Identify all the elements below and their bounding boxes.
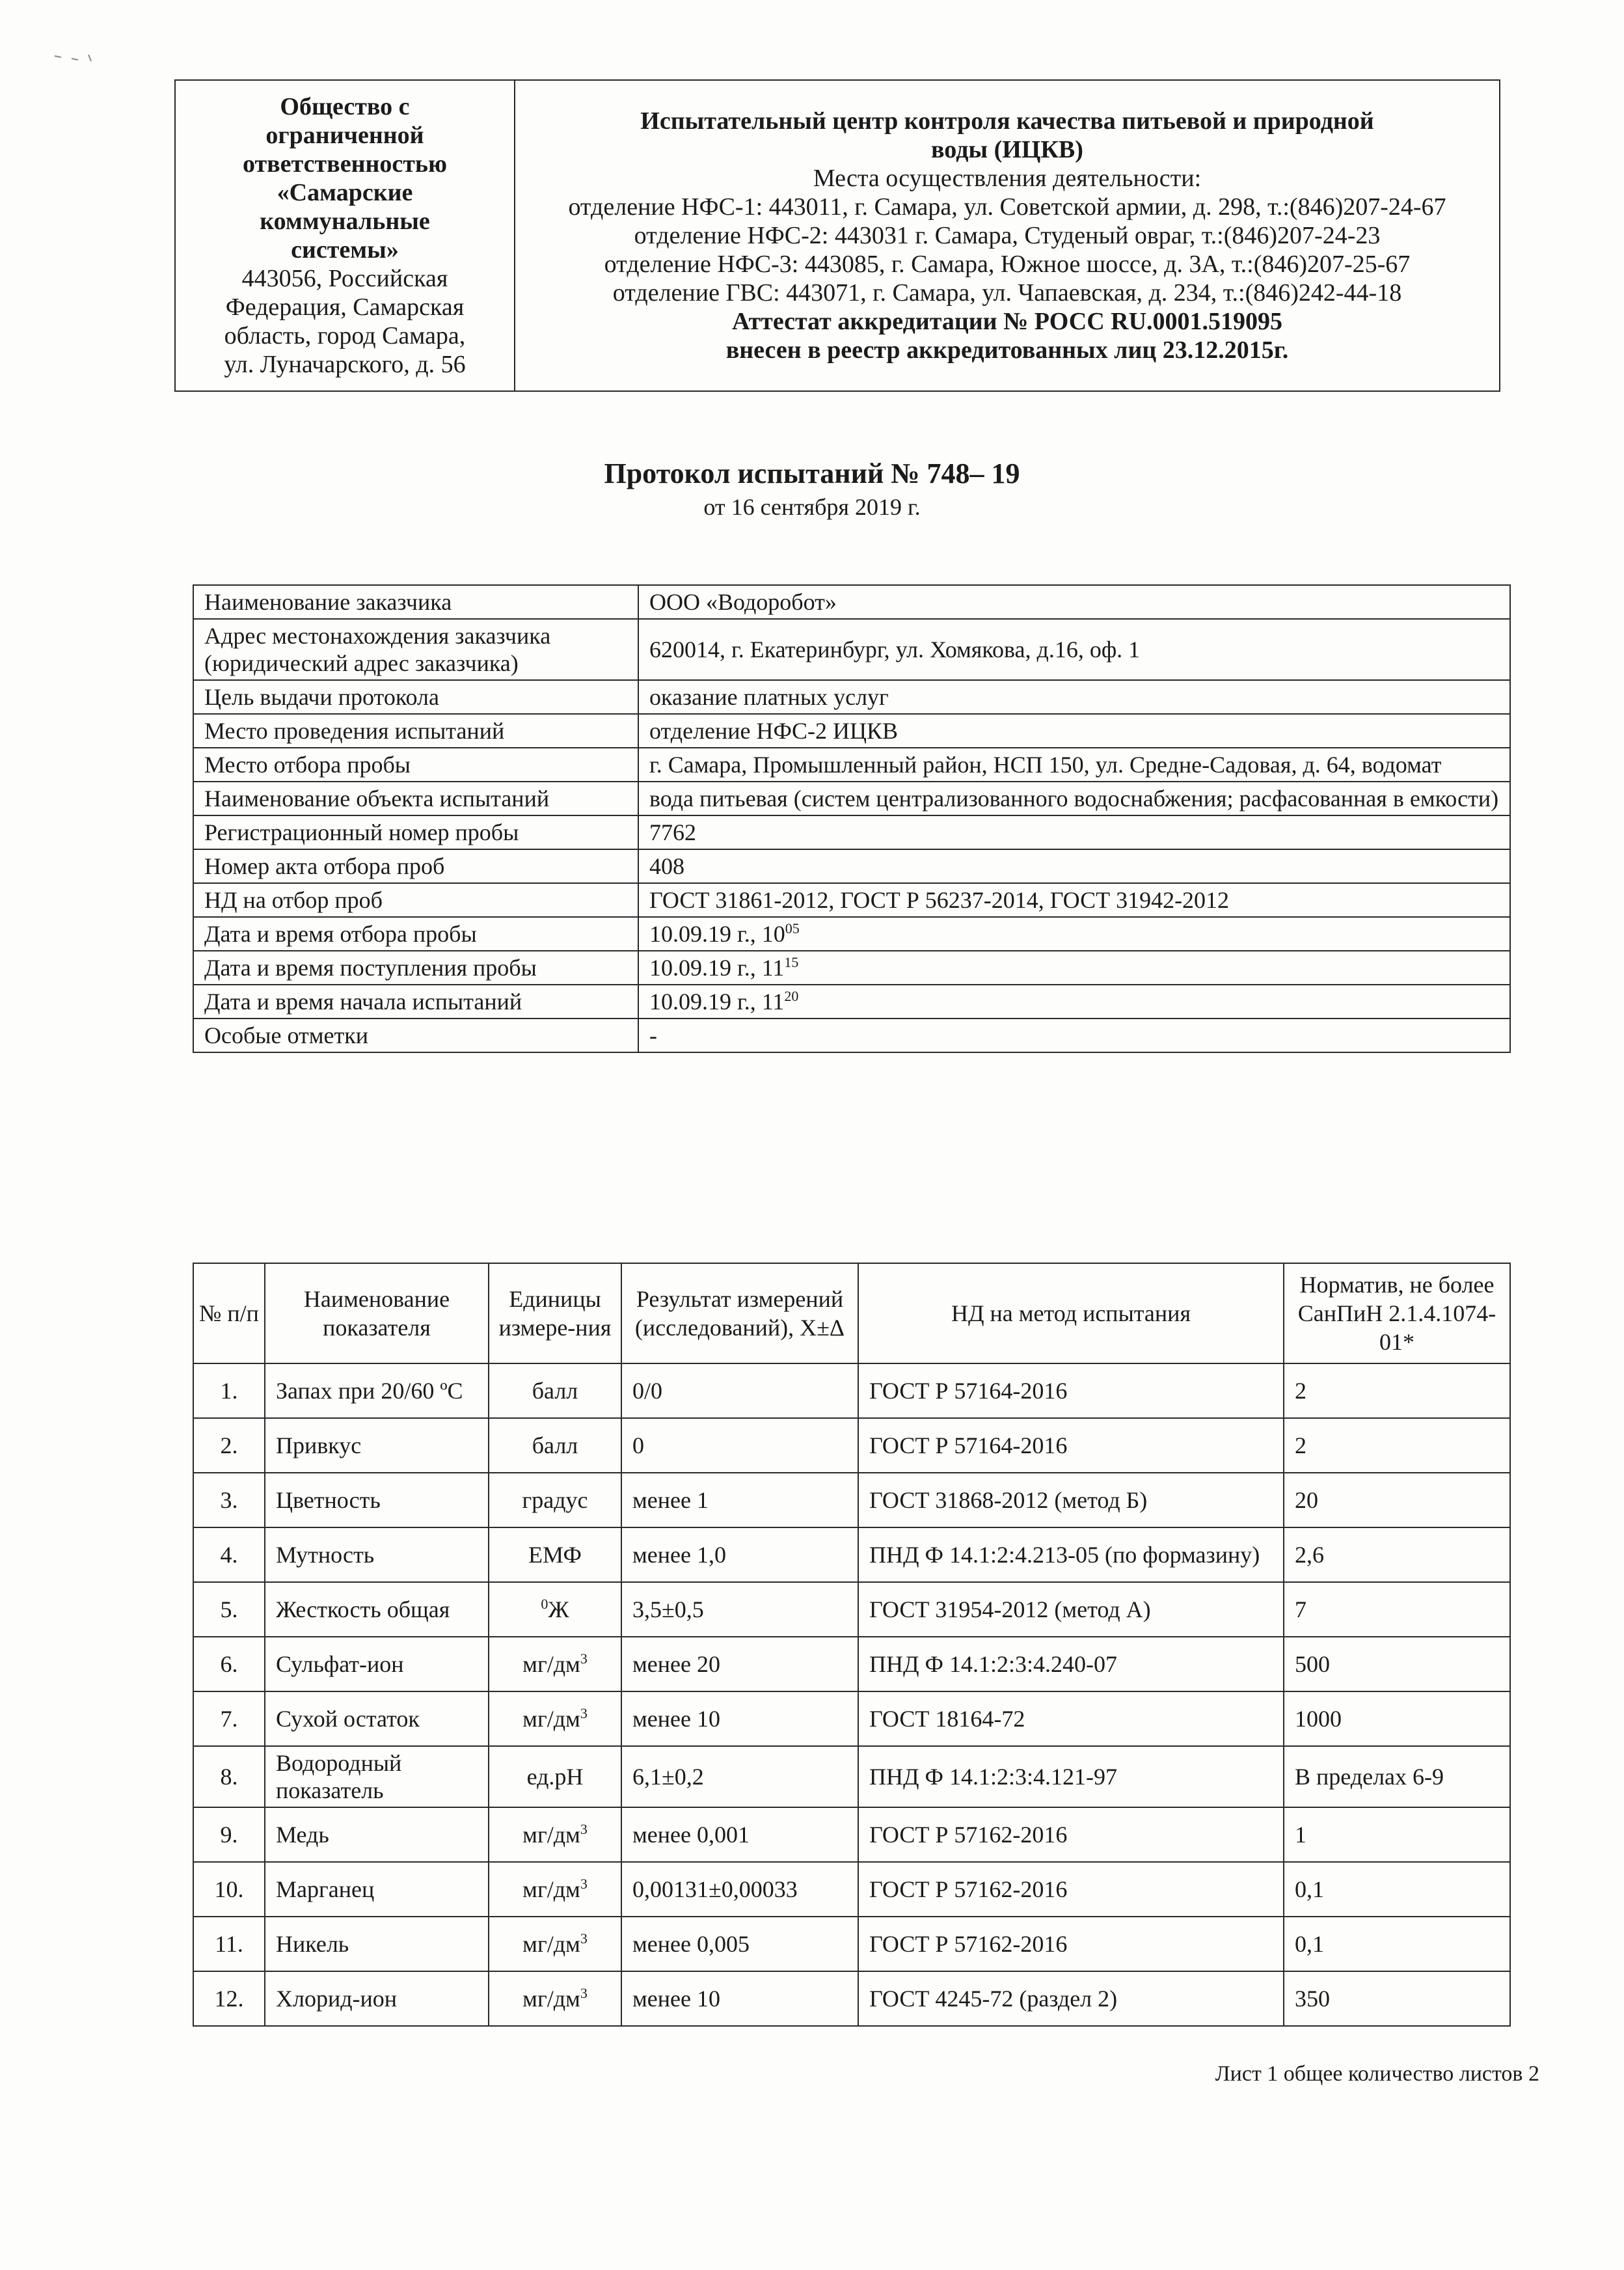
col-header-method: НД на метод испытания — [858, 1263, 1284, 1363]
norm-value: 350 — [1284, 1971, 1510, 2026]
row-number: 9. — [193, 1807, 265, 1862]
branch-line: отделение НФС-1: 443011, г. Самара, ул. Советской армии, д. 298, т.:(846)207-24-67 — [568, 193, 1446, 221]
info-value: 7762 — [638, 815, 1510, 849]
test-method: ГОСТ 31868-2012 (метод Б) — [858, 1473, 1284, 1527]
table-row — [193, 1807, 1510, 1862]
info-label: Регистрационный номер пробы — [193, 815, 638, 849]
row-number: 8. — [193, 1746, 265, 1807]
unit-text: мг/дм — [522, 1651, 580, 1677]
result-value: менее 10 — [621, 1971, 858, 2026]
test-method: ГОСТ Р 57164-2016 — [858, 1363, 1284, 1418]
row-number: 11. — [193, 1917, 265, 1971]
test-method: ГОСТ 4245-72 (раздел 2) — [858, 1971, 1284, 2026]
info-value: оказание платных услуг — [638, 680, 1510, 714]
norm-value: 2 — [1284, 1363, 1510, 1418]
table-row — [193, 1418, 1510, 1473]
unit-cell — [489, 1418, 621, 1473]
unit-sup: 3 — [580, 1985, 588, 2001]
info-label: Цель выдачи протокола — [193, 680, 638, 714]
test-method: ПНД Ф 14.1:2:4.213-05 (по формазину) — [858, 1527, 1284, 1582]
col-header-name: Наименование показателя — [265, 1263, 489, 1363]
org-name-line: ответственностью — [242, 150, 448, 178]
info-label: Адрес местонахождения заказчика (юридический адрес заказчика) — [193, 619, 638, 680]
org-name-line: системы» — [291, 236, 399, 264]
branch-line: отделение ГВС: 443071, г. Самара, ул. Чапаевская, д. 234, т.:(846)242-44-18 — [612, 279, 1402, 307]
info-label: Наименование объекта испытаний — [193, 782, 638, 815]
accreditation-line: внесен в реестр аккредитованных лиц 23.12.2015г. — [725, 336, 1289, 364]
norm-value: 1 — [1284, 1807, 1510, 1862]
unit-text: ед.pH — [526, 1764, 584, 1790]
table-row — [193, 1473, 1510, 1527]
org-address-line: ул. Луначарского, д. 56 — [224, 351, 466, 378]
unit-text: мг/дм — [522, 1706, 580, 1732]
org-address-line: Федерация, Самарская — [225, 294, 465, 321]
table-row — [193, 619, 1510, 680]
center-title-line: воды (ИЦКВ) — [931, 136, 1083, 163]
info-label: Место отбора пробы — [193, 748, 638, 782]
unit-cell — [489, 1862, 621, 1917]
org-name-line: ограниченной — [265, 122, 424, 149]
info-value — [638, 917, 1510, 951]
info-value-sup: 15 — [784, 954, 799, 970]
info-value-sup: 20 — [784, 988, 799, 1004]
result-value: 0 — [621, 1418, 858, 1473]
test-center-cell — [515, 80, 1500, 391]
parameter-name: Сухой остаток — [265, 1691, 489, 1746]
norm-value: 20 — [1284, 1473, 1510, 1527]
table-row — [193, 849, 1510, 883]
results-header-row — [193, 1263, 1510, 1363]
unit-text: мг/дм — [522, 1986, 580, 2012]
unit-cell — [489, 1363, 621, 1418]
norm-value: 500 — [1284, 1637, 1510, 1691]
results-table — [193, 1263, 1511, 2027]
unit-cell — [489, 1746, 621, 1807]
parameter-name: Мутность — [265, 1527, 489, 1582]
info-value-sup: 05 — [785, 920, 800, 937]
result-value: 6,1±0,2 — [621, 1746, 858, 1807]
test-method: ГОСТ Р 57162-2016 — [858, 1862, 1284, 1917]
unit-cell — [489, 1473, 621, 1527]
table-row — [193, 714, 1510, 748]
col-header-unit: Единицы измере-ния — [489, 1263, 621, 1363]
info-value-text: 10.09.19 г., 11 — [649, 989, 785, 1015]
info-value: отделение НФС-2 ИЦКВ — [638, 714, 1510, 748]
unit-text: балл — [532, 1432, 578, 1458]
unit-cell — [489, 1807, 621, 1862]
test-method: ГОСТ Р 57162-2016 — [858, 1807, 1284, 1862]
row-number: 4. — [193, 1527, 265, 1582]
parameter-name: Водородный показатель — [265, 1746, 489, 1807]
parameter-name: Медь — [265, 1807, 489, 1862]
result-value: 0,00131±0,00033 — [621, 1862, 858, 1917]
table-row — [193, 1917, 1510, 1971]
unit-cell — [489, 1691, 621, 1746]
parameter-name: Запах при 20/60 ºС — [265, 1363, 489, 1418]
result-value: менее 10 — [621, 1691, 858, 1746]
unit-sup: 3 — [580, 1930, 588, 1947]
info-value: вода питьевая (систем централизованного водоснабжения; расфасованная в емкости) — [638, 782, 1510, 815]
table-row — [193, 951, 1510, 985]
unit-cell — [489, 1637, 621, 1691]
places-heading: Места осуществления деятельности: — [813, 165, 1202, 192]
parameter-name: Хлорид-ион — [265, 1971, 489, 2026]
table-row — [193, 985, 1510, 1019]
info-value — [638, 985, 1510, 1019]
unit-text: мг/дм — [522, 1931, 580, 1957]
info-label: Дата и время поступления пробы — [193, 951, 638, 985]
info-value-text: 10.09.19 г., 11 — [649, 955, 785, 981]
unit-cell — [489, 1582, 621, 1637]
organization-cell — [175, 80, 515, 391]
unit-text: мг/дм — [522, 1876, 580, 1902]
col-header-number: № п/п — [193, 1263, 265, 1363]
col-header-norm: Норматив, не более СанПиН 2.1.4.1074-01* — [1284, 1263, 1510, 1363]
parameter-name: Никель — [265, 1917, 489, 1971]
norm-value: 7 — [1284, 1582, 1510, 1637]
result-value: менее 1 — [621, 1473, 858, 1527]
result-value: 0/0 — [621, 1363, 858, 1418]
info-label: Наименование заказчика — [193, 585, 638, 619]
branch-line: отделение НФС-2: 443031 г. Самара, Студеный овраг, т.:(846)207-24-23 — [634, 222, 1381, 249]
col-header-result: Результат измерений (исследований), Х±Δ — [621, 1263, 858, 1363]
table-row — [193, 1019, 1510, 1052]
unit-sup: 3 — [580, 1650, 588, 1667]
row-number: 7. — [193, 1691, 265, 1746]
unit-sup: 3 — [580, 1821, 588, 1837]
table-row — [193, 815, 1510, 849]
row-number: 6. — [193, 1637, 265, 1691]
table-row — [193, 1746, 1510, 1807]
norm-value: 2,6 — [1284, 1527, 1510, 1582]
info-value: 620014, г. Екатеринбург, ул. Хомякова, д.16, оф. 1 — [638, 619, 1510, 680]
center-title-line: Испытательный центр контроля качества питьевой и природной — [640, 107, 1374, 135]
table-row — [193, 1862, 1510, 1917]
info-value: 408 — [638, 849, 1510, 883]
table-row — [193, 1691, 1510, 1746]
info-label: Номер акта отбора проб — [193, 849, 638, 883]
row-number: 12. — [193, 1971, 265, 2026]
test-method: ПНД Ф 14.1:2:3:4.121-97 — [858, 1746, 1284, 1807]
branch-line: отделение НФС-3: 443085, г. Самара, Южное шоссе, д. 3А, т.:(846)207-25-67 — [604, 251, 1411, 278]
org-address-line: область, город Самара, — [224, 322, 466, 349]
norm-value: 0,1 — [1284, 1917, 1510, 1971]
sample-info-table — [193, 584, 1511, 1053]
test-method: ГОСТ Р 57164-2016 — [858, 1418, 1284, 1473]
row-number: 1. — [193, 1363, 265, 1418]
info-label: Особые отметки — [193, 1019, 638, 1052]
parameter-name: Жесткость общая — [265, 1582, 489, 1637]
info-value: - — [638, 1019, 1510, 1052]
table-row — [193, 782, 1510, 815]
norm-value: В пределах 6-9 — [1284, 1746, 1510, 1807]
result-value: 3,5±0,5 — [621, 1582, 858, 1637]
unit-cell — [489, 1971, 621, 2026]
org-address-line: 443056, Российская — [241, 265, 448, 292]
parameter-name: Марганец — [265, 1862, 489, 1917]
info-label: Дата и время отбора пробы — [193, 917, 638, 951]
test-method: ГОСТ 31954-2012 (метод А) — [858, 1582, 1284, 1637]
info-label: Дата и время начала испытаний — [193, 985, 638, 1019]
org-name-line: Общество с — [280, 93, 410, 120]
norm-value: 1000 — [1284, 1691, 1510, 1746]
unit-cell — [489, 1917, 621, 1971]
unit-cell — [489, 1527, 621, 1582]
table-row — [193, 1637, 1510, 1691]
norm-value: 2 — [1284, 1418, 1510, 1473]
test-method: ПНД Ф 14.1:2:3:4.240-07 — [858, 1637, 1284, 1691]
sheet-counter: Лист 1 общее количество листов 2 — [1215, 2062, 1539, 2086]
result-value: менее 0,005 — [621, 1917, 858, 1971]
scan-artifact-mark — [52, 46, 104, 65]
info-value: г. Самара, Промышленный район, НСП 150, ул. Средне-Садовая, д. 64, водомат — [638, 748, 1510, 782]
parameter-name: Сульфат-ион — [265, 1637, 489, 1691]
results-body — [193, 1363, 1510, 2026]
table-row — [193, 1527, 1510, 1582]
table-row — [193, 883, 1510, 917]
info-label: Место проведения испытаний — [193, 714, 638, 748]
unit-sup: 3 — [580, 1705, 588, 1721]
unit-text: Ж — [548, 1596, 569, 1622]
row-number: 2. — [193, 1418, 265, 1473]
unit-text: ЕМФ — [528, 1542, 582, 1568]
norm-value: 0,1 — [1284, 1862, 1510, 1917]
unit-text: градус — [522, 1487, 588, 1513]
info-label: НД на отбор проб — [193, 883, 638, 917]
info-value-text: 10.09.19 г., 10 — [649, 921, 785, 947]
org-name-line: коммунальные — [260, 208, 430, 235]
row-number: 5. — [193, 1582, 265, 1637]
info-value: ГОСТ 31861-2012, ГОСТ Р 56237-2014, ГОСТ 31942-2012 — [638, 883, 1510, 917]
info-value — [638, 951, 1510, 985]
parameter-name: Привкус — [265, 1418, 489, 1473]
accreditation-line: Аттестат аккредитации № РОСС RU.0001.519095 — [731, 308, 1283, 335]
table-row — [193, 1971, 1510, 2026]
unit-prefix-sup: 0 — [541, 1596, 548, 1612]
header-block — [174, 79, 1500, 392]
result-value: менее 1,0 — [621, 1527, 858, 1582]
table-row — [193, 1582, 1510, 1637]
parameter-name: Цветность — [265, 1473, 489, 1527]
row-number: 3. — [193, 1473, 265, 1527]
org-name-line: «Самарские — [277, 179, 413, 206]
test-method: ГОСТ 18164-72 — [858, 1691, 1284, 1746]
protocol-date: от 16 сентября 2019 г. — [703, 494, 921, 520]
table-row — [193, 748, 1510, 782]
table-row — [193, 585, 1510, 619]
protocol-title-block — [0, 456, 1624, 522]
result-value: менее 20 — [621, 1637, 858, 1691]
row-number: 10. — [193, 1862, 265, 1917]
test-method: ГОСТ Р 57162-2016 — [858, 1917, 1284, 1971]
unit-sup: 3 — [580, 1876, 588, 1892]
unit-text: балл — [532, 1378, 578, 1404]
table-row — [193, 917, 1510, 951]
protocol-title: Протокол испытаний № 748– 19 — [604, 458, 1020, 489]
unit-text: мг/дм — [522, 1822, 580, 1848]
result-value: менее 0,001 — [621, 1807, 858, 1862]
info-value: ООО «Водоробот» — [638, 585, 1510, 619]
table-row — [193, 1363, 1510, 1418]
table-row — [193, 680, 1510, 714]
